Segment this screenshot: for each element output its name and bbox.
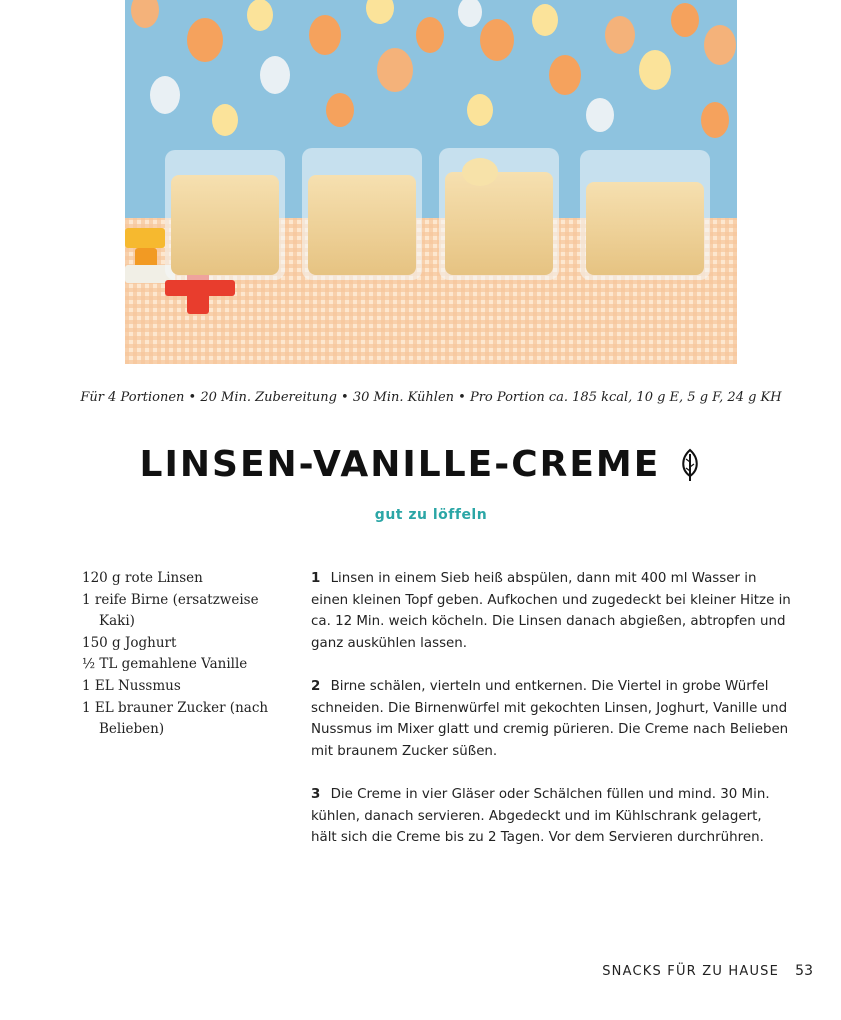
ingredient-item: ½ TL gemahlene Vanille	[82, 656, 248, 673]
step-text: Linsen in einem Sieb heiß abspülen, dann mit 400 ml Wasser in einen kleinen Topf geben. Aufkochen und zugedeckt bei kleiner Hitze in ca. 12 Min. weich köcheln. Die Linsen danach abgießen, abtropfen und ganz auskühlen lassen.	[311, 571, 791, 651]
recipe-photo	[125, 0, 737, 364]
step-number: 3	[311, 786, 321, 802]
step-list	[311, 568, 791, 870]
step	[311, 676, 791, 762]
step	[311, 568, 791, 654]
step-number: 1	[311, 571, 321, 586]
step-text: Birne schälen, vierteln und entkernen. Die Viertel in grobe Würfel schneiden. Die Birnenwürfel mit gekochten Linsen, Joghurt, Vanille und Nussmus im Mixer glatt und cremig pürieren. Die Creme nach Belieben mit braunem Zucker süßen.	[311, 678, 789, 759]
ingredient-item: 1 EL Nussmus	[82, 677, 181, 694]
step-text: Die Creme in vier Gläser oder Schälchen füllen und mind. 30 Min. kühlen, danach servieren. Abgedeckt und im Kühlschrank gelagert, hält sich die Creme bis zu 2 Tagen. Vor dem Servieren durchrühren.	[311, 786, 770, 846]
recipe-meta: Für 4 Portionen • 20 Min. Zubereitung • 30 Min. Kühlen • Pro Portion ca. 185 kcal, 10 g E, 5 g F, 24 g KH	[80, 390, 782, 405]
ingredient-item: 1 reife Birne (ersatzweise Kaki)	[82, 591, 259, 630]
ingredient-item: 150 g Joghurt	[82, 634, 177, 651]
ingredient-item: 1 EL brauner Zucker (nach Belieben)	[82, 699, 269, 738]
step	[311, 784, 791, 849]
page-footer	[602, 963, 813, 979]
ingredient-list	[82, 568, 282, 741]
step-number: 2	[311, 678, 321, 694]
section-name: SNACKS FÜR ZU HAUSE	[602, 964, 780, 979]
recipe-subtitle: gut zu löffeln	[374, 507, 488, 523]
ingredient-item: 120 g rote Linsen	[82, 570, 203, 586]
page-number: 53	[795, 963, 813, 979]
recipe-title: LINSEN-VANILLE-CREME	[139, 444, 661, 485]
recipe-title-row	[0, 444, 841, 485]
leaf-icon	[679, 448, 701, 482]
